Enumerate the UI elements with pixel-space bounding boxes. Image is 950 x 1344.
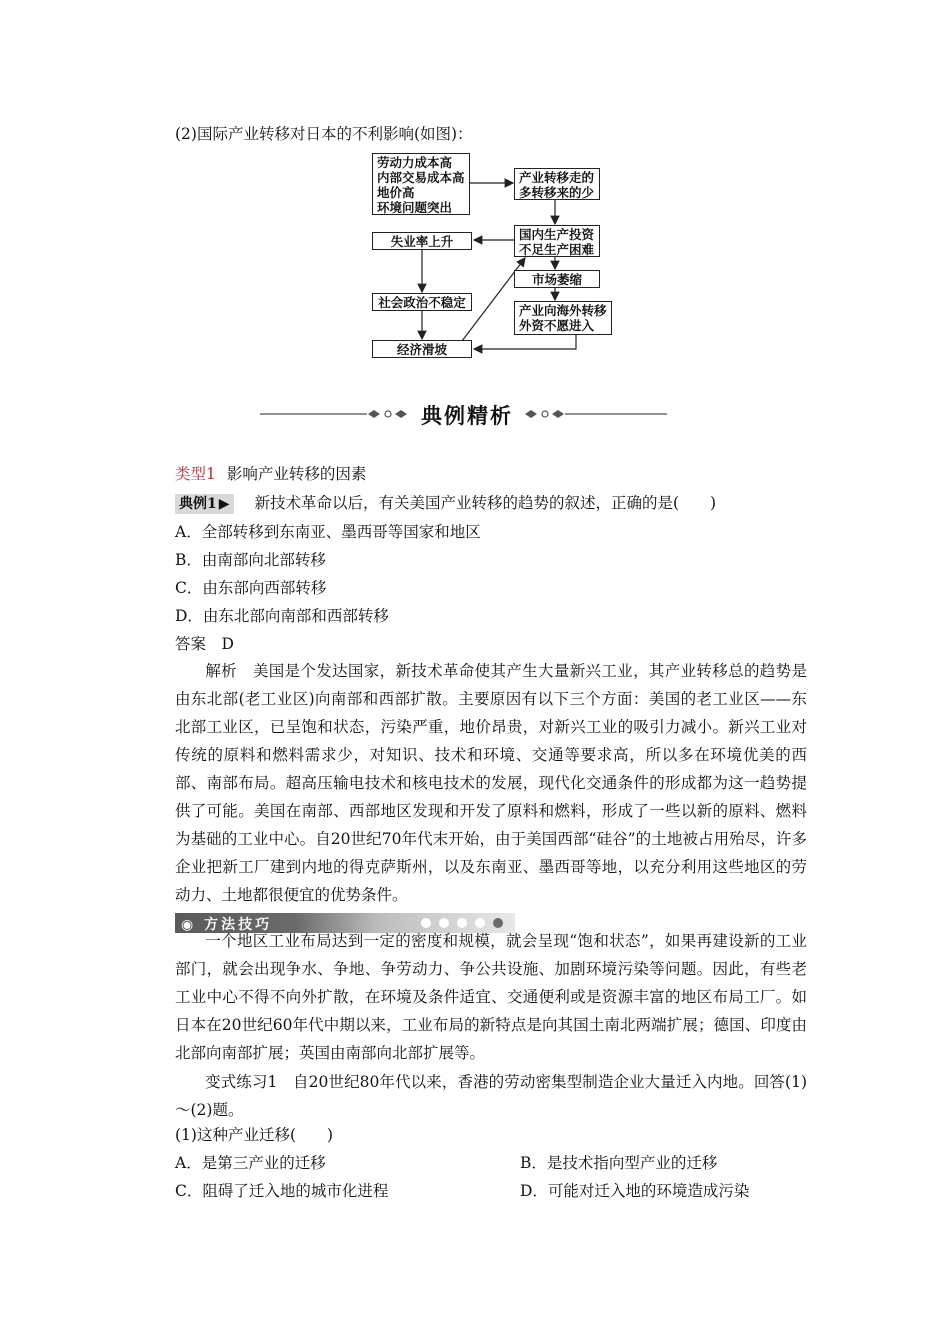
banner-title: 典例精析 <box>421 404 513 428</box>
bullet-icon: ◉ <box>181 917 197 933</box>
type-label: 类型1 <box>175 465 216 483</box>
exercise-option-d: D．可能对迁入地的环境造成污染 <box>520 1182 750 1200</box>
option-b: B．由南部向北部转移 <box>175 551 326 569</box>
overseas-line-1: 产业向海外转移 <box>519 303 607 318</box>
example-question: 新技术革命以后，有关美国产业转移的趋势的叙述，正确的是( ) <box>254 494 717 512</box>
exercise-option-a: A．是第三产业的迁移 <box>175 1154 326 1172</box>
transfer-line-1: 产业转移走的 <box>519 170 595 185</box>
box-market: 市场萎缩 <box>514 270 600 288</box>
investment-line-2: 不足生产困难 <box>519 242 595 257</box>
answer: 答案 D <box>175 635 234 653</box>
box-unemployment: 失业率上升 <box>372 232 472 250</box>
method-label-text: 方法技巧 <box>204 917 273 933</box>
type-title: 影响产业转移的因素 <box>226 465 367 483</box>
type-heading <box>175 464 366 484</box>
analysis-text: 解析 美国是个发达国家，新技术革命使其产生大量新兴工业，其产业转移总的趋势是由东北部(老工业区)向南部和西部扩散。主要原因有以下三个方面：美国的老工业区——东北部工业区，已呈饱和状态，污染严重，地价昂贵，对新兴工业的吸引力减小。新兴工业对传统的原料和燃料需求少，对知识、技术和环境、交通等要求高，所以多在环境优美的西部、南部布局。超高压输电技术和核电技术的发展，现代化交通条件的形成都为这一趋势提供了可能。美国在南部、西部地区发现和开发了原料和燃料，形成了一些以新的原料、燃料为基础的工业中心。自20世纪70年代末开始，由于美国西部“硅谷”的土地被占用殆尽，许多企业把新工厂建到内地的得克萨斯州，以及东南亚、墨西哥等地，以充分利用这些地区的劳动力、土地都很便宜的优势条件。 <box>175 662 807 904</box>
option-c: C．由东部向西部转移 <box>175 579 327 597</box>
box-causes <box>372 153 470 215</box>
box-social: 社会政治不稳定 <box>372 293 472 311</box>
cause-land-price: 地价高 <box>377 185 415 200</box>
exercise-option-b: B．是技术指向型产业的迁移 <box>520 1154 718 1172</box>
cause-environment: 环境问题突出 <box>377 200 453 215</box>
play-icon: ▶ <box>218 496 230 512</box>
analysis-paragraph <box>175 657 807 909</box>
transfer-line-2: 多转移来的少 <box>519 185 595 200</box>
option-a: A．全部转移到东南亚、墨西哥等国家和地区 <box>175 523 481 541</box>
exercise-q1: (1)这种产业迁移( ) <box>175 1126 334 1144</box>
section-banner <box>255 398 675 430</box>
cause-labor-cost: 劳动力成本高 <box>377 155 453 170</box>
box-transfer <box>514 168 600 200</box>
example-question-line <box>175 493 716 514</box>
flow-diagram <box>0 0 950 380</box>
method-text: 一个地区工业布局达到一定的密度和规模，就会呈现“饱和状态”，如果再建设新的工业部门，就会出现争水、争地、争劳动力、争公共设施、加剧环境污染等问题。因此，有些老工业中心不得不向外扩散，在环境及条件适宜、交通便利或是资源丰富的地区布局工厂。如日本在20世纪60年代中期以来，工业布局的新特点是向其国土南北两端扩展；德国、印度由北部向南部扩展；英国由南部向北部扩展等。 <box>175 932 807 1062</box>
section-heading: (2)国际产业转移对日本的不利影响(如图)： <box>175 125 473 143</box>
example-badge <box>175 494 234 514</box>
option-d: D．由东北部向南部和西部转移 <box>175 607 389 625</box>
box-overseas <box>514 301 612 335</box>
example-badge-label: 典例1 <box>179 496 217 512</box>
method-paragraph <box>175 927 807 1067</box>
diagram-arrows <box>0 0 950 380</box>
overseas-line-2: 外资不愿进入 <box>519 318 595 333</box>
cause-transaction-cost: 内部交易成本高 <box>377 170 465 185</box>
box-economy: 经济滑坡 <box>372 340 472 358</box>
exercise-intro <box>175 1068 807 1124</box>
exercise-option-c: C．阻碍了迁入地的城市化进程 <box>175 1182 389 1200</box>
exercise-intro-text: 变式练习1 自20世纪80年代以来，香港的劳动密集型制造企业大量迁入内地。回答(1)～(2)题。 <box>175 1073 807 1119</box>
box-investment <box>514 225 600 257</box>
investment-line-1: 国内生产投资 <box>519 227 595 242</box>
